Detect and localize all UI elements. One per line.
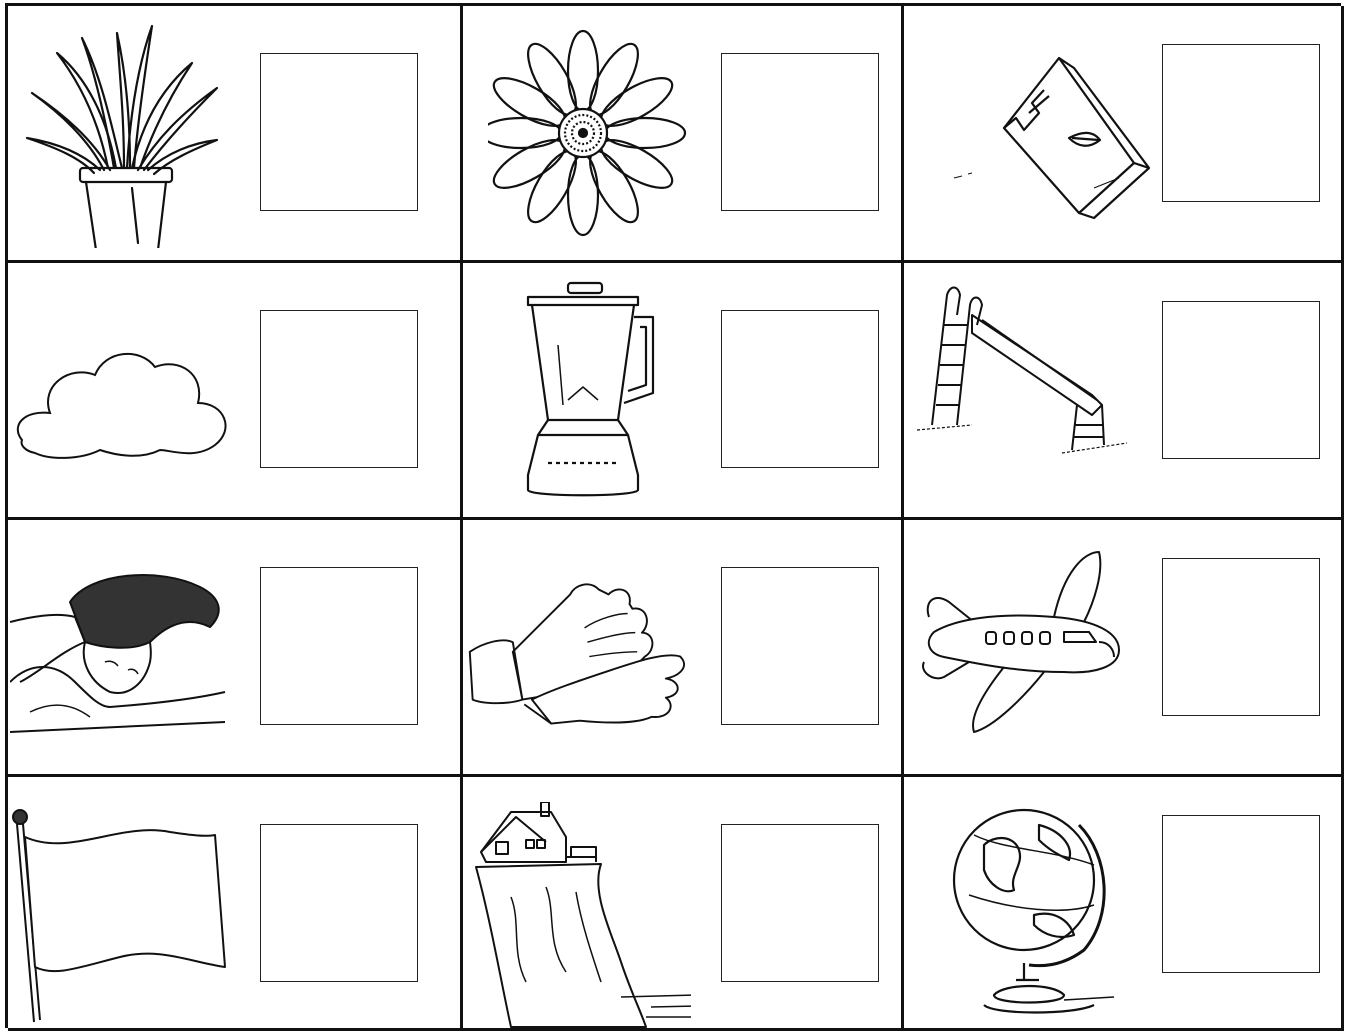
answer-box[interactable] [721, 53, 879, 211]
airplane-icon [914, 532, 1134, 762]
cell-cliff-house [463, 777, 904, 1031]
answer-box[interactable] [721, 824, 879, 982]
cell-globe [904, 777, 1344, 1031]
flag-icon [10, 807, 230, 1027]
cell-blender [463, 263, 904, 520]
house-on-cliff-icon [471, 802, 691, 1031]
cell-sleeping [8, 520, 463, 777]
answer-box[interactable] [721, 310, 879, 468]
worksheet-grid [5, 3, 1341, 1028]
cell-seed-packet [904, 6, 1344, 263]
cell-airplane [904, 520, 1344, 777]
answer-box[interactable] [260, 567, 418, 725]
cell-flag [8, 777, 463, 1031]
answer-box[interactable] [1162, 558, 1320, 716]
cell-slide [904, 263, 1344, 520]
potted-plant-icon [12, 18, 232, 248]
blender-icon [508, 275, 728, 505]
answer-box[interactable] [1162, 815, 1320, 973]
cell-cloud [8, 263, 463, 520]
globe-icon [944, 795, 1164, 1025]
cell-plant [8, 6, 463, 263]
answer-box[interactable] [260, 824, 418, 982]
seed-packet-icon [944, 18, 1164, 248]
cell-flower [463, 6, 904, 263]
answer-box[interactable] [1162, 44, 1320, 202]
cloud-icon [10, 275, 230, 505]
answer-box[interactable] [260, 310, 418, 468]
playground-slide-icon [912, 275, 1132, 505]
gloves-icon [465, 532, 685, 762]
answer-box[interactable] [1162, 301, 1320, 459]
cell-gloves [463, 520, 904, 777]
sleeping-child-icon [10, 532, 230, 762]
answer-box[interactable] [260, 53, 418, 211]
answer-box[interactable] [721, 567, 879, 725]
daisy-flower-icon [488, 18, 708, 248]
